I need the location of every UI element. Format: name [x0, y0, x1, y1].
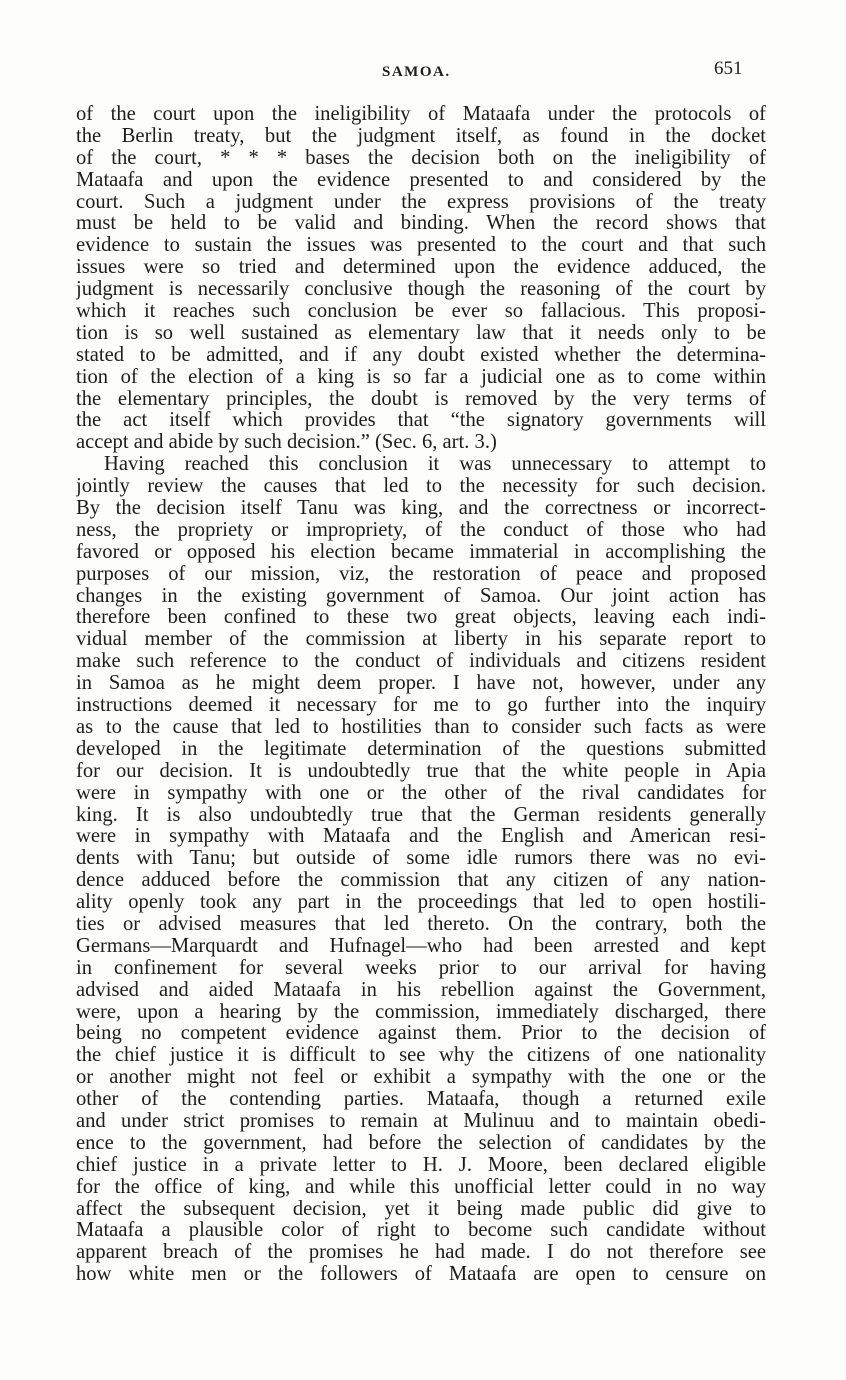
text-line: dence adduced before the commission that any citizen of any nation-	[76, 870, 766, 892]
text-line: were in sympathy with one or the other of the rival candidates for	[76, 782, 766, 804]
text-line: must be held to be valid and binding. When the record shows that	[76, 213, 766, 235]
text-line: purposes of our mission, viz, the restoration of peace and proposed	[76, 563, 766, 585]
text-line: other of the contending parties. Mataafa, though a returned exile	[76, 1089, 766, 1111]
text-line: court. Such a judgment under the express provisions of the treaty	[76, 191, 766, 213]
text-line: which it reaches such conclusion be ever so fallacious. This proposi-	[76, 301, 766, 323]
text-line: instructions deemed it necessary for me to go further into the inquiry	[76, 695, 766, 717]
text-line: evidence to sustain the issues was presented to the court and that such	[76, 235, 766, 257]
text-line: affect the subsequent decision, yet it being made public did give to	[76, 1198, 766, 1220]
text-line: were in sympathy with Mataafa and the English and American resi-	[76, 826, 766, 848]
text-line: and under strict promises to remain at Mulinuu and to maintain obedi-	[76, 1110, 766, 1132]
text-line: By the decision itself Tanu was king, and the correctness or incorrect-	[76, 498, 766, 520]
text-line: changes in the existing government of Samoa. Our joint action has	[76, 585, 766, 607]
text-line: as to the cause that led to hostilities than to consider such facts as were	[76, 716, 766, 738]
text-line: for our decision. It is undoubtedly true that the white people in Apia	[76, 760, 766, 782]
text-line: being no competent evidence against them. Prior to the decision of	[76, 1023, 766, 1045]
text-line: ality openly took any part in the proceedings that led to open hostili-	[76, 892, 766, 914]
text-line: chief justice in a private letter to H. J. Moore, been declared eligible	[76, 1154, 766, 1176]
text-line: Germans—Marquardt and Hufnagel—who had been arrested and kept	[76, 935, 766, 957]
text-line: advised and aided Mataafa in his rebellion against the Government,	[76, 979, 766, 1001]
text-line: the elementary principles, the doubt is removed by the very terms of	[76, 388, 766, 410]
text-line: Mataafa a plausible color of right to become such candidate without	[76, 1220, 766, 1242]
running-head	[0, 58, 846, 88]
text-line: ties or advised measures that led thereto. On the contrary, both the	[76, 913, 766, 935]
body-text	[76, 104, 766, 1286]
text-line: favored or opposed his election became immaterial in accomplishing the	[76, 541, 766, 563]
text-line: tion is so well sustained as elementary law that it needs only to be	[76, 322, 766, 344]
text-line: ness, the propriety or impropriety, of the conduct of those who had	[76, 519, 766, 541]
text-line: of the court, * * * bases the decision both on the ineligibility of	[76, 147, 766, 169]
text-line: were, upon a hearing by the commission, immediately discharged, there	[76, 1001, 766, 1023]
text-line: developed in the legitimate determination of the questions submitted	[76, 738, 766, 760]
text-line: issues were so tried and determined upon the evidence adduced, the	[76, 257, 766, 279]
text-line: stated to be admitted, and if any doubt existed whether the determina-	[76, 344, 766, 366]
text-line: of the court upon the ineligibility of Mataafa under the protocols of	[76, 104, 766, 125]
text-line: jointly review the causes that led to the necessity for such decision.	[76, 476, 766, 498]
text-line: or another might not feel or exhibit a sympathy with the one or the	[76, 1067, 766, 1089]
text-line: dents with Tanu; but outside of some idle rumors there was no evi-	[76, 848, 766, 870]
text-line: judgment is necessarily conclusive though the reasoning of the court by	[76, 279, 766, 301]
text-line: make such reference to the conduct of individuals and citizens resident	[76, 651, 766, 673]
text-line: the chief justice it is difficult to see why the citizens of one nationality	[76, 1045, 766, 1067]
text-line: tion of the election of a king is so far a judicial one as to come within	[76, 366, 766, 388]
text-line: for the office of king, and while this unofficial letter could in no way	[76, 1176, 766, 1198]
running-title: SAMOA.	[382, 64, 451, 80]
text-line: the Berlin treaty, but the judgment itself, as found in the docket	[76, 125, 766, 147]
text-line: the act itself which provides that “the signatory governments will	[76, 410, 766, 432]
text-line: apparent breach of the promises he had made. I do not therefore see	[76, 1242, 766, 1264]
text-line: vidual member of the commission at liberty in his separate report to	[76, 629, 766, 651]
text-line: therefore been confined to these two great objects, leaving each indi-	[76, 607, 766, 629]
page-number: 651	[714, 58, 743, 79]
text-line: in Samoa as he might deem proper. I have not, however, under any	[76, 673, 766, 695]
text-line: king. It is also undoubtedly true that the German residents generally	[76, 804, 766, 826]
text-line: accept and abide by such decision.” (Sec. 6, art. 3.)	[76, 432, 497, 454]
text-line: Mataafa and upon the evidence presented to and considered by the	[76, 169, 766, 191]
text-line: Having reached this conclusion it was unnecessary to attempt to	[104, 454, 766, 476]
text-line: how white men or the followers of Mataafa are open to censure on	[76, 1264, 766, 1286]
text-line: ence to the government, had before the selection of candidates by the	[76, 1132, 766, 1154]
text-line: in confinement for several weeks prior to our arrival for having	[76, 957, 766, 979]
